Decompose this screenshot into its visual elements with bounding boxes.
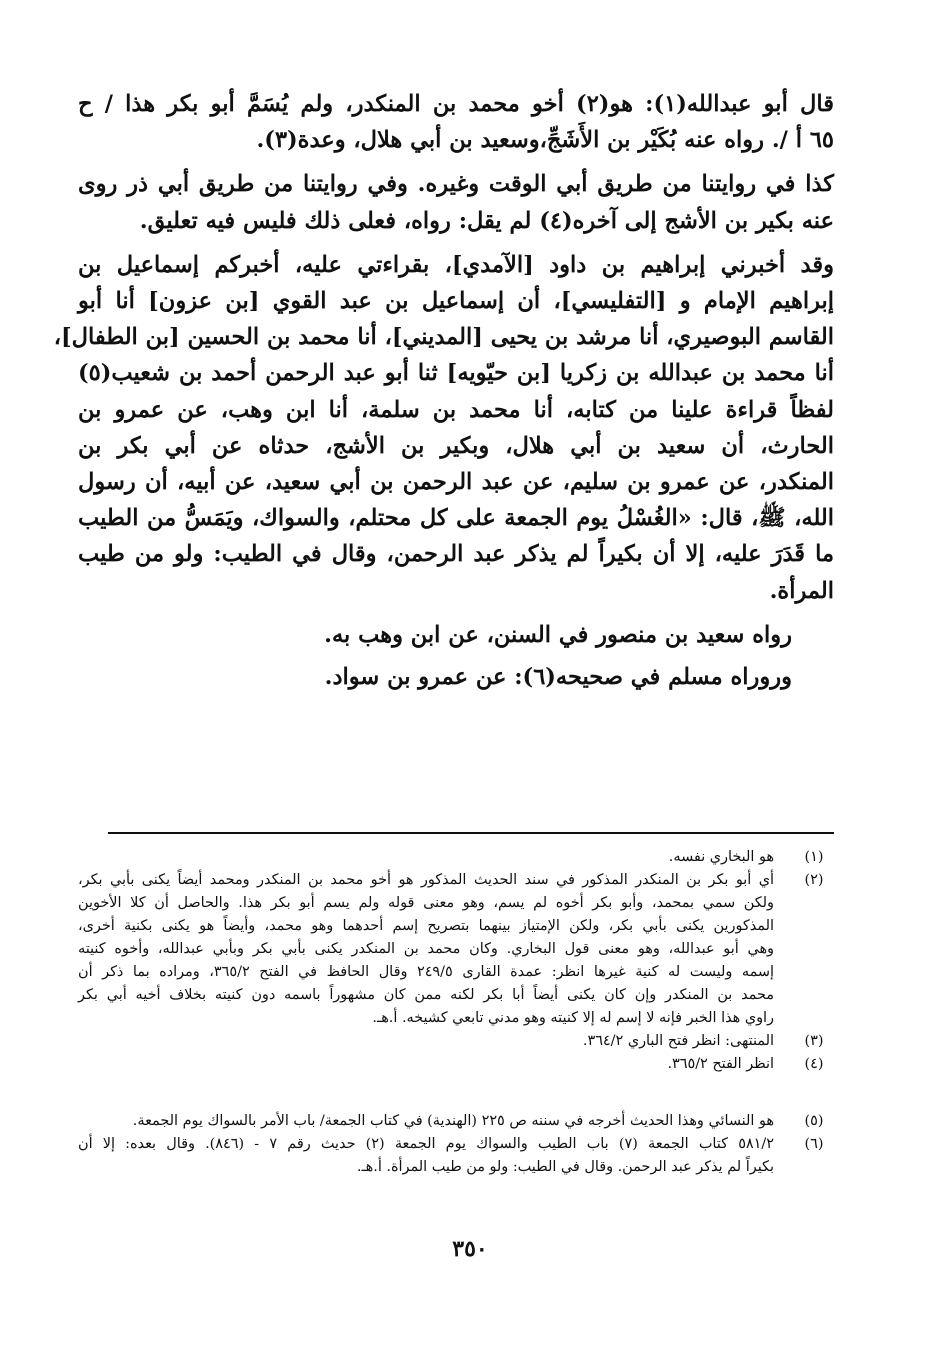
footnote-line: محمد بن المنكدر وإن كان يكنى أيضاً أبا بكر لكنه ممن كان مشهوراً باسمه دون كنيته بخلاف أخيه أبي بكر (78, 987, 774, 1003)
footnote-line: ٥٨١/٢ كتاب الجمعة (٧) باب الطيب والسواك يوم الجمعة (٢) حديث رقم ٧ - (٨٤٦). وقال بعده: إلا أن (78, 1136, 774, 1152)
paragraph-1 (78, 86, 834, 158)
text-line: ما قَدَرَ عليه، إلا أن بكيراً لم يذكر عبد الرحمن، وقال في الطيب: ولو من طيب (78, 541, 834, 568)
text-line: قال أبو عبدالله(١): هو(٢) أخو محمد بن المنكدر، ولم يُسَمَّ أبو بكر هذا / ح (78, 91, 834, 117)
footnote-line: هو البخاري نفسه. (668, 849, 774, 865)
footnote-2 (78, 869, 834, 1030)
text-line: الحارث، أن سعيد بن أبي هلال، وبكير بن الأشج، حدثاه عن أبي بكر بن (78, 432, 834, 459)
footnote-6 (78, 1133, 834, 1179)
paragraph-3 (53, 247, 834, 609)
text-line: رواه سعيد بن منصور في السنن، عن ابن وهب به. (324, 621, 792, 648)
footnote-number: (٣) (804, 1033, 824, 1049)
text-line: أنا محمد بن عبدالله بن زكريا [بن حيّويه] ثنا أبو عبد الرحمن أحمد بن شعيب(٥) (78, 360, 834, 387)
footnote-number: (٢) (804, 872, 824, 888)
text-line: لفظاً قراءة علينا من كتابه، أنا محمد بن سلمة، أنا ابن وهب، عن عمرو بن (78, 396, 834, 423)
text-line: عنه بكير بن الأشج إلى آخره(٤) لم يقل: رواه، فعلى ذلك فليس فيه تعليق. (139, 207, 834, 234)
footnote-line: انظر الفتح ٣٦٥/٢. (667, 1056, 774, 1072)
footnote-3 (78, 1030, 834, 1053)
paragraph-4 (78, 617, 834, 653)
footnote-number: (١) (804, 849, 824, 865)
text-line: كذا في روايتنا من طريق أبي الوقت وغيره. وفي روايتنا من طريق أبي ذر روى (78, 171, 834, 198)
footnote-number: (٥) (804, 1113, 824, 1129)
text-line: وروراه مسلم في صحيحه(٦): عن عمرو بن سواد. (324, 664, 792, 691)
footnote-line: وهي أبو عبدالله، وهو معنى قول البخاري. وكان محمد بن المنكدر يكنى بأبي بكر وبأبي عبدالله، وأخوه كنيته (78, 941, 774, 957)
text-line: الله، ﷺ، قال: «الغُسْلُ يوم الجمعة على كل محتلم، والسواك، ويَمَسُّ من الطيب (78, 505, 834, 532)
footnote-number: (٤) (804, 1056, 824, 1072)
paragraph-2 (78, 166, 834, 238)
footnote-line: المنتهى: انظر فتح الباري ٣٦٤/٢. (582, 1033, 774, 1049)
page-number: ٣٥٠ (452, 1236, 488, 1262)
text-line: ٦٥ أ /. رواه عنه بُكَيْر بن الأَشَجِّ،وسعيد بن أبي هلال، وعدة(٣). (256, 127, 834, 154)
footnote-number: (٦) (804, 1136, 824, 1152)
footnote-line: هو النسائي وهذا الحديث أخرجه في سننه ص ٢٢٥ (الهندية) في كتاب الجمعة/ باب الأمر بالسواك يوم الجمعة. (132, 1113, 774, 1129)
footnote-1 (78, 846, 834, 869)
text-line: القاسم البوصيري، أنا مرشد بن يحيى [المديني]، أنا محمد بن الحسين [بن الطفال]، (53, 324, 834, 351)
footnotes (78, 846, 834, 1179)
footnote-line: راوي هذا الخبر فإنه لا إسم له إلا كنيته وهو مدني تابعي كشيخه. أ.هـ. (372, 1010, 774, 1026)
footnote-divider (108, 832, 834, 834)
main-text (53, 86, 834, 695)
footnote-line: المذكورين يكنى بأبي بكر، ولكن الإمتياز بينهما بتصريح إسم أحدهما وهو محمد، وأيضاً هو يكنى بكنية أخرى، (78, 918, 774, 934)
footnote-4 (78, 1053, 834, 1076)
paragraph-5 (78, 659, 834, 695)
footnote-line: أي أبو بكر بن المنكدر المذكور في سند الحديث المذكور هو أخو محمد بن المنكدر ومحمد أيضاً يكنى بأبي بكر، (78, 872, 774, 888)
footnote-5 (78, 1110, 834, 1133)
footnote-line: ولكن سمي بمحمد، وأبو بكر أخوه لم يسم، وهو معنى قوله ولم يسم أبو بكر هذا. والحاصل أن كلا الأخوين (78, 895, 774, 911)
footnote-line: إسمه وليست له كنية غيرها انظر: عمدة القارى ٢٤٩/٥ وقال الحافظ في الفتح ٣٦٥/٢، ومراده بما ذكر أن (78, 964, 774, 980)
footnote-line: بكيراً لم يذكر عبد الرحمن. وقال في الطيب: ولو من طيب المرأة. أ.هـ. (356, 1159, 774, 1175)
text-line: المرأة. (769, 577, 834, 604)
text-line: المنكدر، عن عمرو بن سليم، عن عبد الرحمن بن أبي سعيد، عن أبيه، أن رسول (78, 469, 834, 496)
text-line: وقد أخبرني إبراهيم بن داود [الآمدي]، بقراءتي عليه، أخبركم إسماعيل بن (78, 251, 834, 278)
text-line: إبراهيم الإمام و [التفليسي]، أن إسماعيل بن عبد القوي [بن عزون] أنا أبو (78, 288, 834, 315)
